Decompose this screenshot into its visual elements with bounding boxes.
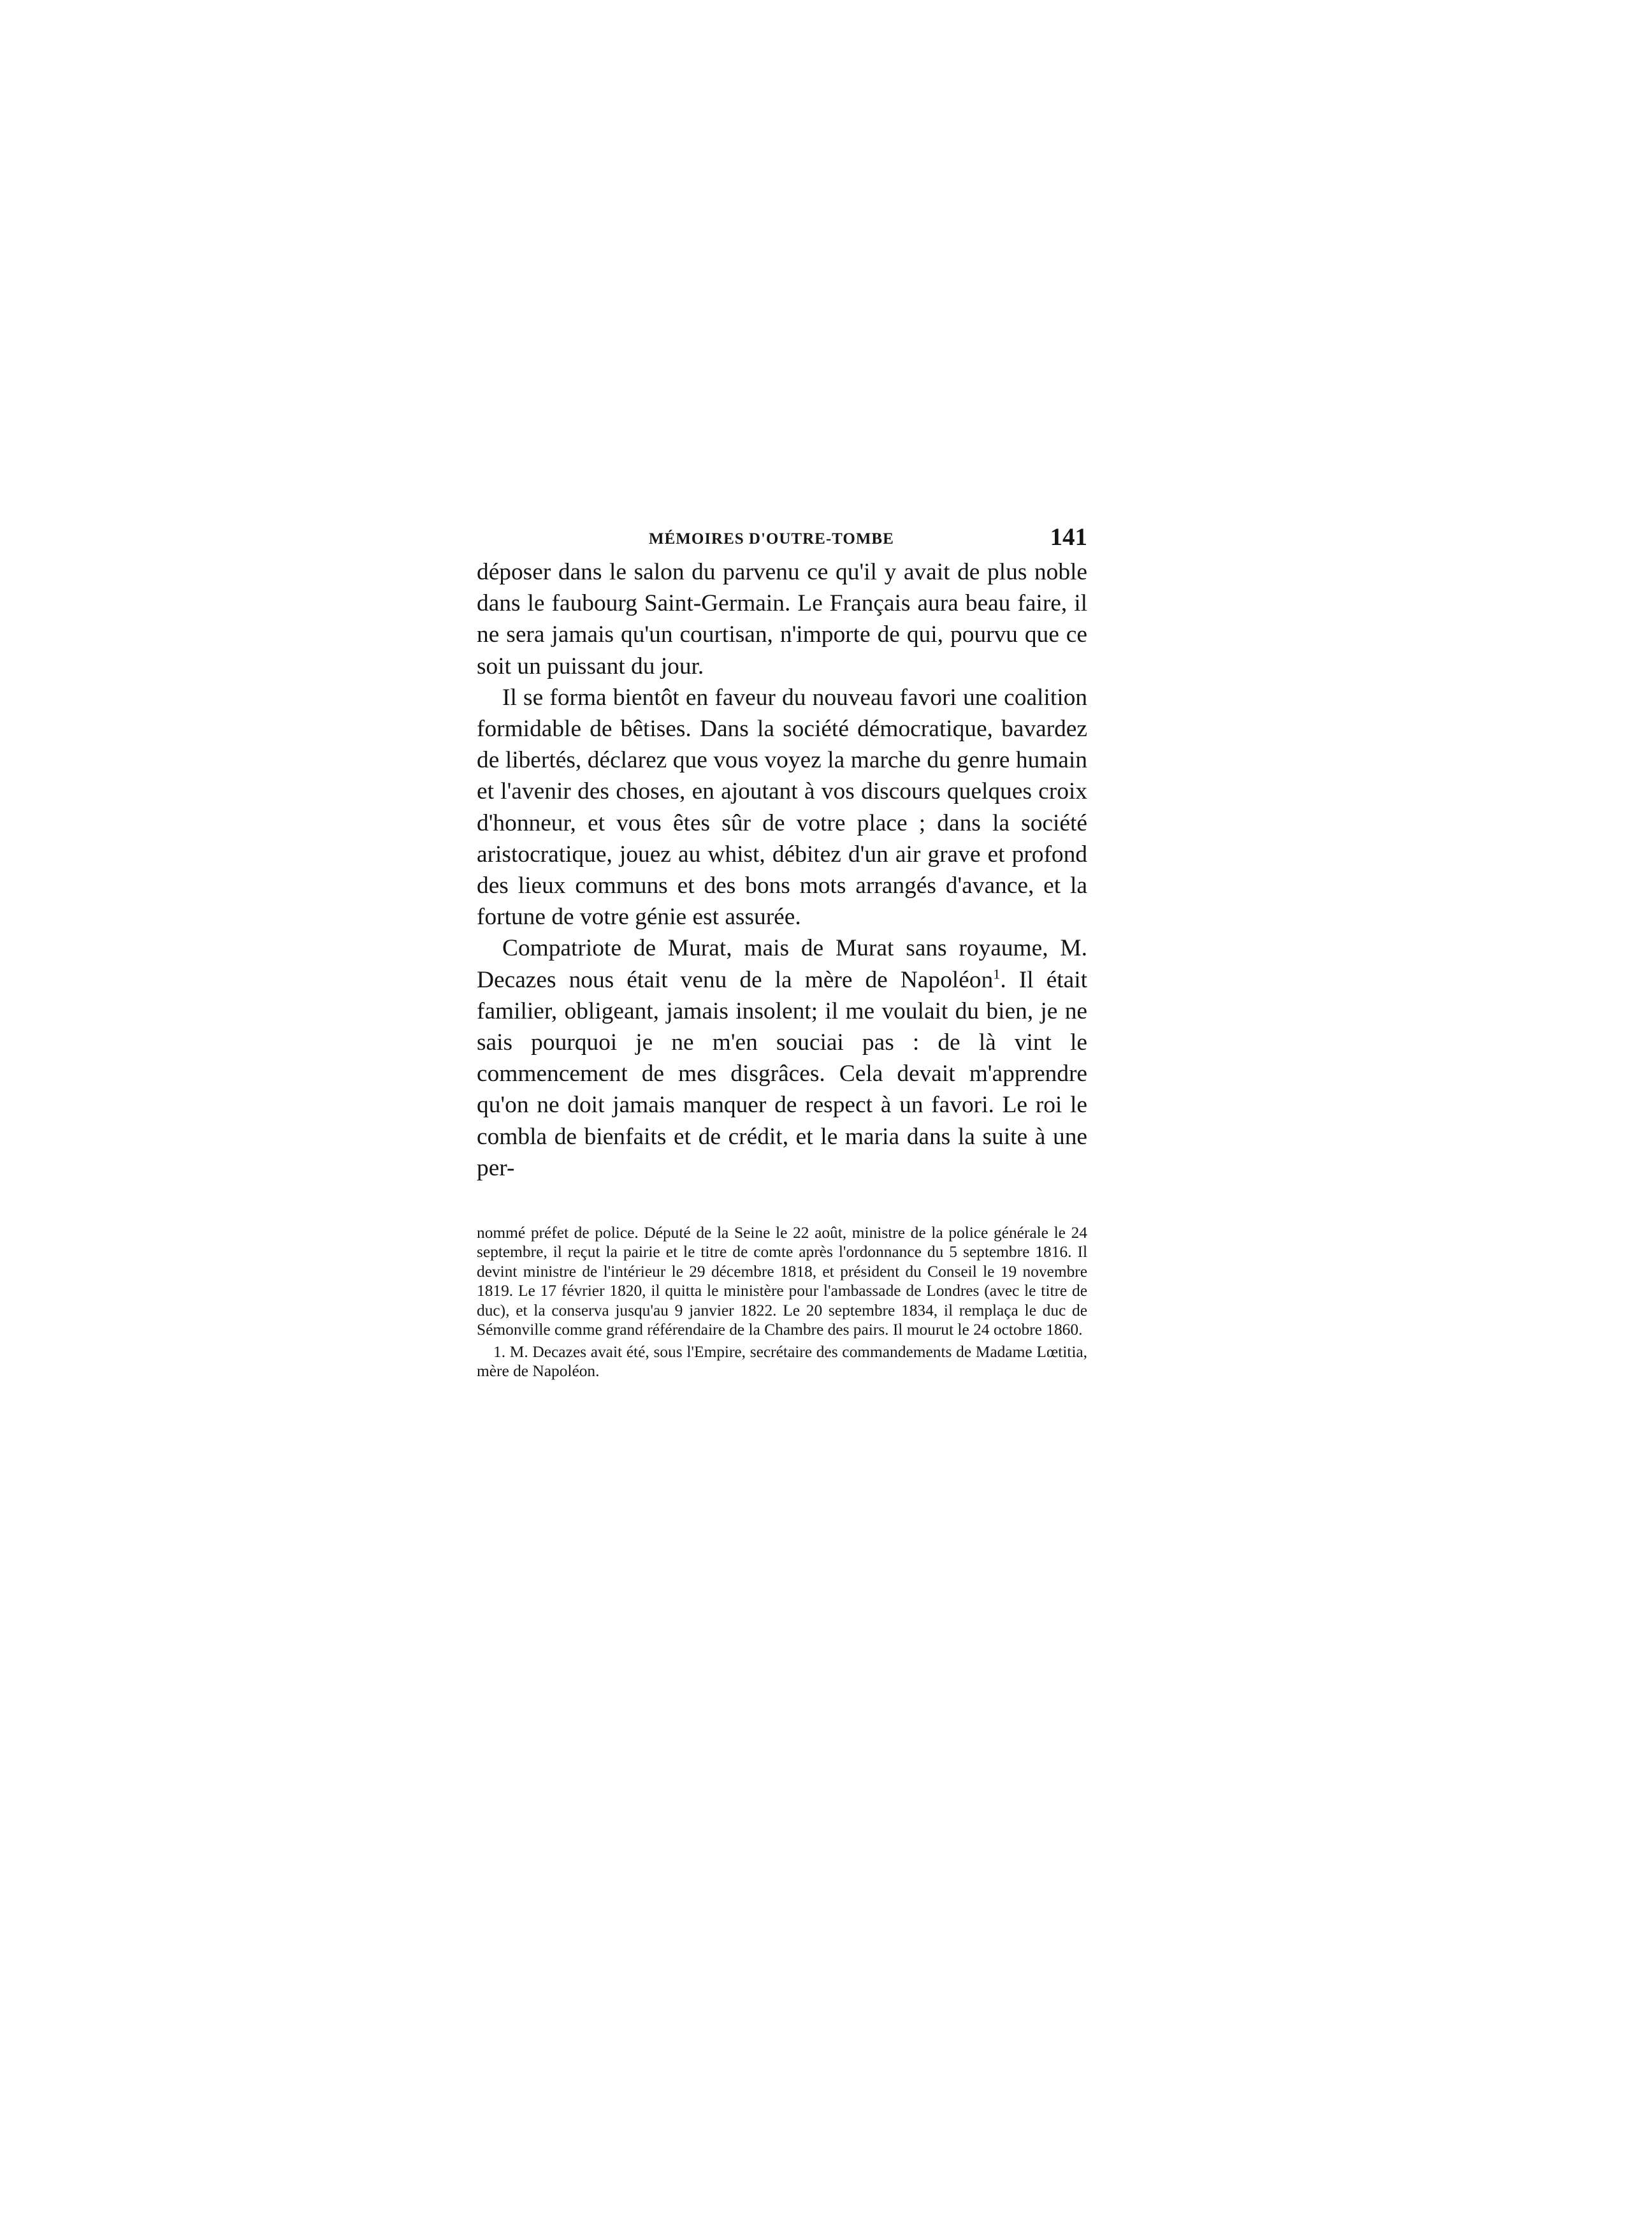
paragraph-decazes-part2: . Il était familier, obligeant, jamais insolent; il me voulait du bien, je ne sais pourquoi je ne m'en souciai pas : de là vint le commencement de mes disgrâces. Cela devait m'apprendre qu'on ne doit jamais manquer de respect à un favori. Le roi le combla de bienfaits et de crédit, et le maria dans la suite à une per-: [477, 966, 1087, 1181]
paragraph-decazes: [477, 933, 1087, 1184]
footnotes: [477, 1223, 1087, 1381]
footnote-continued: nommé préfet de police. Député de la Seine le 22 août, ministre de la police générale le 24 septembre, il reçut la pairie et le titre de comte après l'ordonnance du 5 septembre 1816. Il devint ministre de l'intérieur le 29 décembre 1818, et président du Conseil le 19 novembre 1819. Le 17 février 1820, il quitta le ministère pour l'ambassade de Londres (avec le titre de duc), et la conserva jusqu'au 9 janvier 1822. Le 20 septembre 1834, il remplaça le duc de Sémonville comme grand référendaire de la Chambre des pairs. Il mourut le 24 octobre 1860.: [477, 1224, 1087, 1339]
running-head: [477, 523, 1087, 555]
page-number: 141: [1050, 523, 1087, 551]
book-page: [477, 523, 1087, 1381]
paragraph-continued: déposer dans le salon du parvenu ce qu'il y avait de plus noble dans le faubourg Saint-Germain. Le Français aura beau faire, il ne sera jamais qu'un courtisan, n'importe de qui, pourvu que ce soit un puissant du jour.: [477, 559, 1087, 679]
footnote-reference-1[interactable]: 1: [993, 966, 1001, 982]
footnote-1: 1. M. Decazes avait été, sous l'Empire, secrétaire des commandements de Madame Lœtitia, mère de Napoléon.: [477, 1342, 1087, 1380]
running-title: MÉMOIRES D'OUTRE-TOMBE: [649, 530, 894, 548]
paragraph-coalition: Il se forma bientôt en faveur du nouveau favori une coalition formidable de bêtises. Dans la société démocratique, bavardez de libertés, déclarez que vous voyez la marche du genre humain et l'avenir des choses, en ajoutant à vos discours quelques croix d'honneur, et vous êtes sûr de votre place ; dans la société aristocratique, jouez au whist, débitez d'un air grave et profond des lieux communs et des bons mots arrangés d'avance, et la fortune de votre génie est assurée.: [477, 684, 1087, 931]
paragraph-decazes-part1: Compatriote de Murat, mais de Murat sans royaume, M. Decazes nous était venu de la mère de Napoléon: [477, 935, 1087, 993]
body-text: [477, 556, 1087, 1184]
